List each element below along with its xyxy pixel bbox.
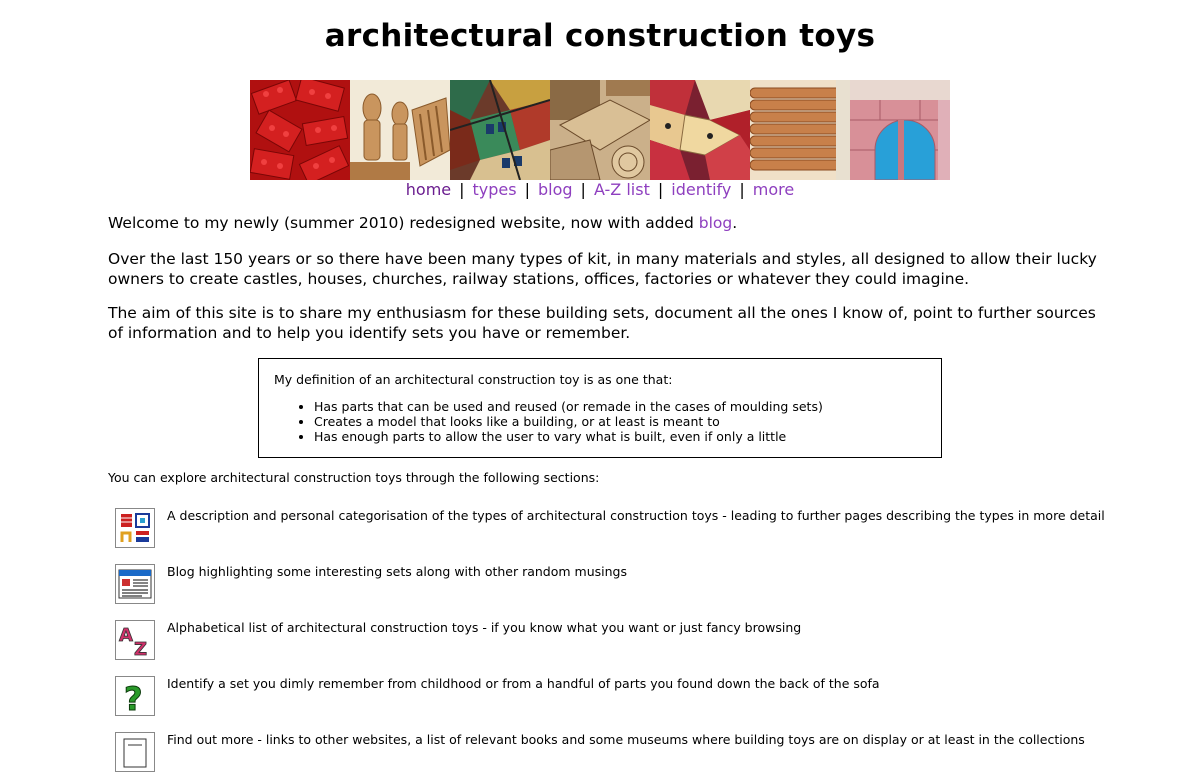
nav-az-list[interactable]: A-Z list [593,180,650,199]
section-more-text: Find out more - links to other websites, a list of relevant books and some museums where building toys are on display or at least in the collections [167,732,1085,747]
wooden-blocks-photo [550,80,650,180]
definition-box [258,358,942,458]
az-icon[interactable] [115,620,155,660]
section-blog-text: Blog highlighting some interesting sets along with other random musings [167,564,627,579]
section-more [115,732,1115,774]
section-types [115,508,1115,550]
log-cabin-photo [750,80,850,180]
definition-item: • Has enough parts to allow the user to vary what is built, even if only a little [314,429,823,444]
definition-item: • Creates a model that looks like a building, or at least is meant to [314,414,823,429]
definition-list [274,399,823,444]
page-title: architectural construction toys [324,18,876,54]
nav-separator: | [459,180,465,199]
question-icon[interactable] [115,676,155,716]
blog-icon[interactable] [115,564,155,604]
section-types-text: A description and personal categorisation of the types of architectural construction toys - leading to further pages describing the types in more detail [167,508,1105,523]
banner [250,80,950,180]
tile-mosaic-photo [450,80,550,180]
nav-separator: | [524,180,530,199]
nav-identify[interactable]: identify [671,180,732,199]
blog-link[interactable]: blog [698,214,733,232]
welcome-end: . [732,214,738,232]
welcome-text: Welcome to my newly (summer 2010) redesigned website, now with added [108,214,699,232]
stone-arch-photo [850,80,950,180]
svg-text:Z: Z [134,639,148,659]
section-az-text: Alphabetical list of architectural construction toys - if you know what you want or just fancy browsing [167,620,802,635]
definition-item: • Has parts that can be used and reused (or remade in the cases of moulding sets) [314,399,823,414]
red-bricks-photo [250,80,350,180]
main-nav [0,180,1200,199]
nav-separator: | [657,180,664,199]
section-az [115,620,1115,662]
nav-types[interactable]: types [472,180,517,199]
types-icon[interactable] [115,508,155,548]
definition-intro: My definition of an architectural construction toy is as one that: [274,372,673,387]
nav-blog[interactable]: blog [538,180,573,199]
history-paragraph: Over the last 150 years or so there have been many types of kit, in many materials and styles, all designed to allow their lucky owners to create castles, houses, churches, railway stations, offices, factories or whatever they could imagine. [108,250,1097,288]
wooden-pieces-photo [350,80,450,180]
nav-separator: | [739,180,745,199]
nav-separator: | [580,180,586,199]
aim-paragraph: The aim of this site is to share my enthusiasm for these building sets, document all the ones I know of, point to further sources of information and to help you identify sets you have or remember. [108,304,1096,342]
nav-more[interactable]: more [752,180,795,199]
welcome-paragraph [108,214,1098,234]
svg-text:?: ? [124,680,143,715]
more-icon[interactable] [115,732,155,772]
explore-text: You can explore architectural construction toys through the following sections: [108,470,600,485]
section-identify [115,676,1115,718]
section-blog [115,564,1115,606]
svg-text:A: A [119,625,133,646]
nav-home[interactable]: home [405,180,452,199]
colored-blocks-photo [650,80,750,180]
section-identify-text: Identify a set you dimly remember from childhood or from a handful of parts you found down the back of the sofa [167,676,880,691]
